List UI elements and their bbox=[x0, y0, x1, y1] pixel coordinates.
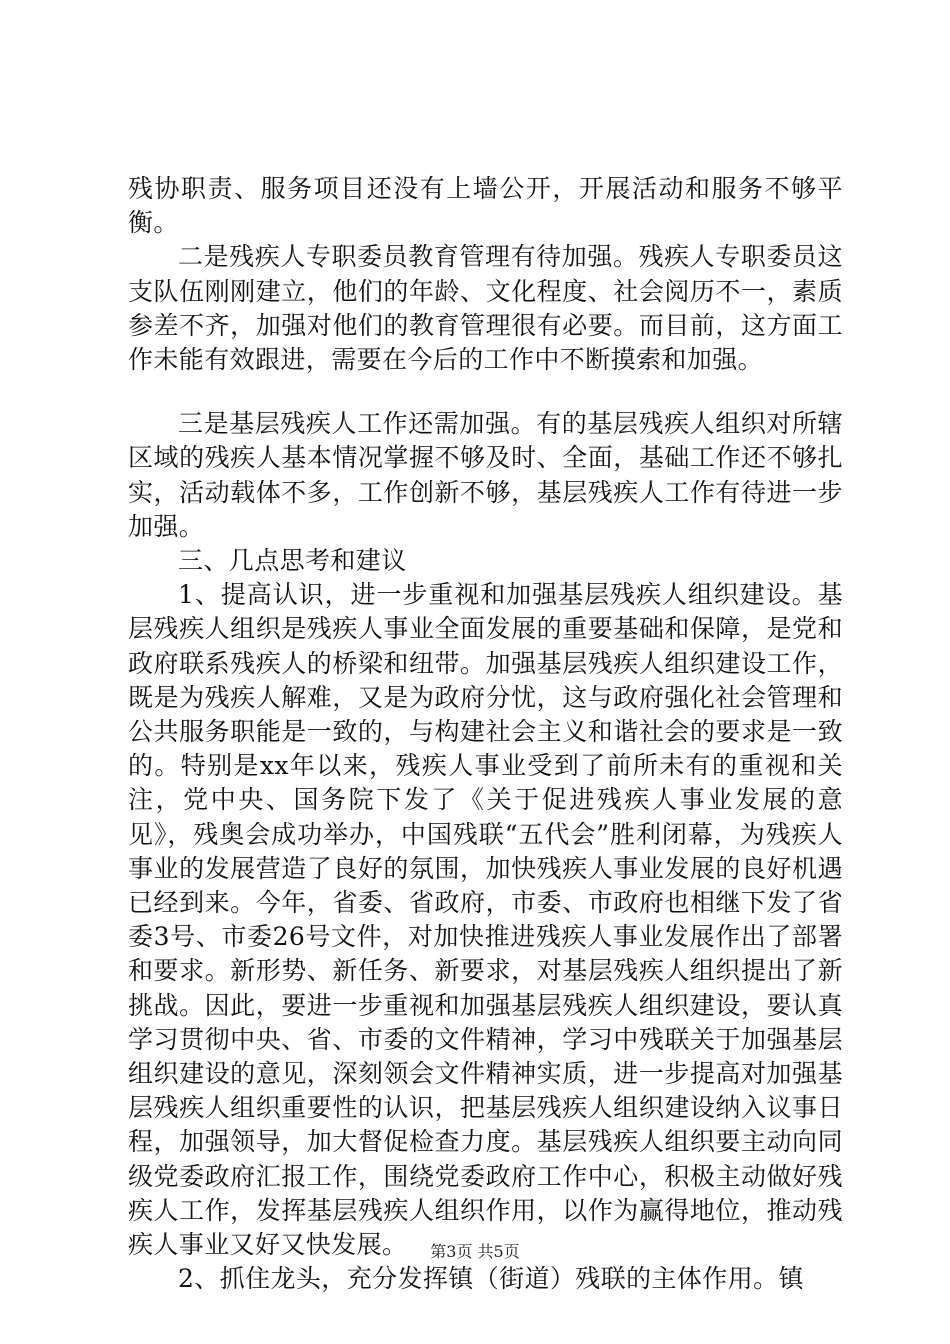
paragraph-suggestion-two: 2、抓住龙头，充分发挥镇（街道）残联的主体作用。镇 bbox=[178, 1264, 804, 1294]
page-footer: 第3页 共5页 bbox=[430, 1242, 520, 1261]
paragraph-suggestion-one: 1、提高认识，进一步重视和加强基层残疾人组织建设。基层残疾人组织是残疾人事业全面发展的重要基础和保障，是党和政府联系残疾人的桥梁和纽带。加强基层残疾人组织建设工作，既是为残疾人解难，又是为政府分忧，这与政府强化社会管理和公共服务职能是一致的，与构建社会主义和谐社会的要求是一致的。特别是xx年以来，残疾人事业受到了前所未有的重视和关注，党中央、国务院下发了《关于促进残疾人事业发展的意见》，残奥会成功举办，中国残联“五代会”胜利闭幕，为残疾人事业的发展营造了良好的氛围，加快残疾人事业发展的良好机遇已经到来。今年，省委、省政府，市委、市政府也相继下发了省委3号、市委26号文件，对加快推进残疾人事业发展作出了部署和要求。新形势、新任务、新要求，对基层残疾人组织提出了新挑战。因此，要进一步重视和加强基层残疾人组织建设，要认真学习贯彻中央、省、市委的文件精神，学习中残联关于加强基层组织建设的意见，深刻领会文件精神实质，进一步提高对加强基层残疾人组织重要性的认识，把基层残疾人组织建设纳入议事日程，加强领导，加大督促检查力度。基层残疾人组织要主动向同级党委政府汇报工作，围绕党委政府工作中心，积极主动做好残疾人工作，发挥基层残疾人组织作用，以作为赢得地位，推动残疾人事业又好又快发展。 bbox=[128, 580, 843, 1260]
paragraph-point-three: 三是基层残疾人工作还需加强。有的基层残疾人组织对所辖区域的残疾人基本情况掌握不够及时、全面，基础工作还不够扎实，活动载体不多，工作创新不够，基层残疾人工作有待进一步加强。 bbox=[128, 409, 843, 541]
paragraph-continuation: 残协职责、服务项目还没有上墙公开，开展活动和服务不够平衡。 bbox=[128, 174, 843, 238]
section-heading: 三、几点思考和建议 bbox=[178, 546, 407, 576]
document-body bbox=[128, 172, 843, 1297]
paragraph-point-two: 二是残疾人专职委员教育管理有待加强。残疾人专职委员这支队伍刚刚建立，他们的年龄、文化程度、社会阅历不一，素质参差不齐，加强对他们的教育管理很有必要。而目前，这方面工作未能有效跟进，需要在今后的工作中不断摸索和加强。 bbox=[128, 242, 843, 375]
